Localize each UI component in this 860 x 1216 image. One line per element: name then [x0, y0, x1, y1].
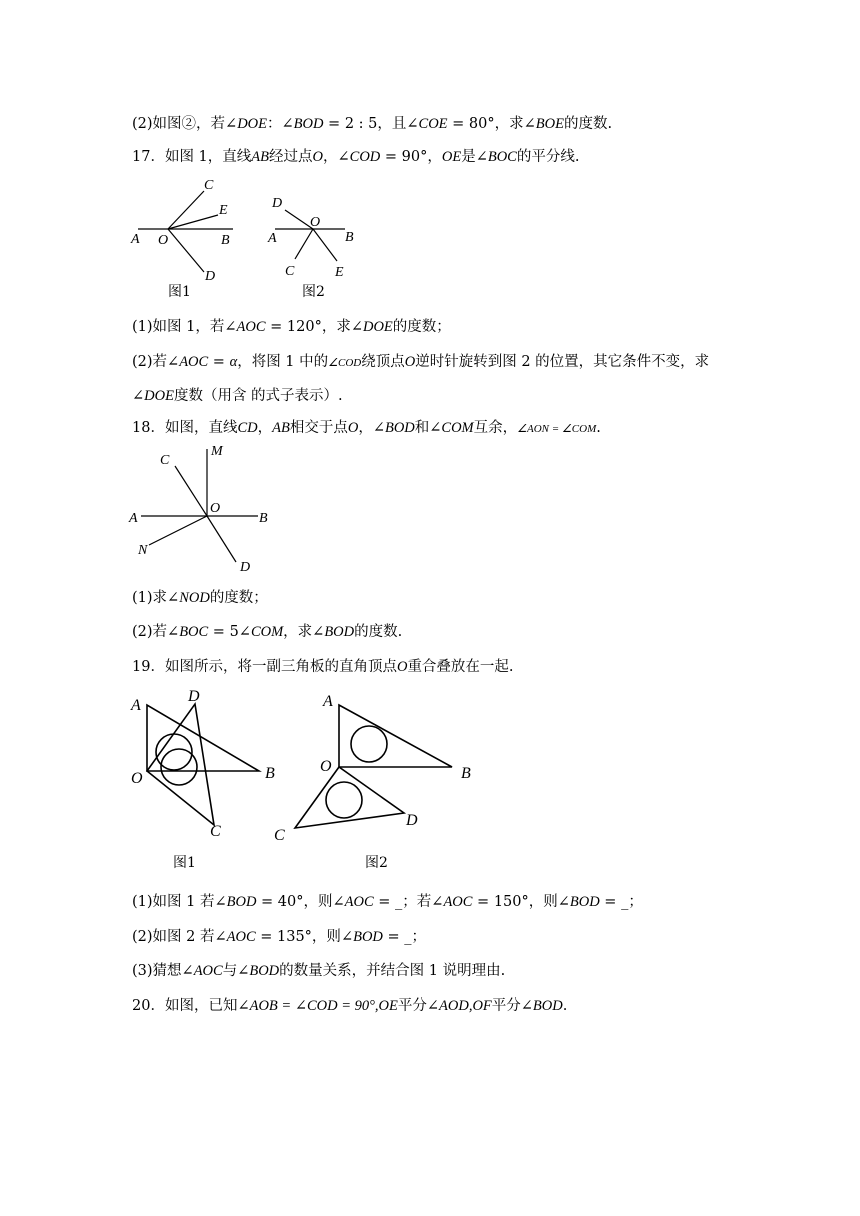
text: 与 — [222, 963, 238, 979]
text: 互余， — [473, 420, 518, 436]
figure-caption: 图2 — [302, 284, 325, 300]
label-c: C — [274, 827, 285, 844]
label-e: E — [219, 203, 228, 218]
text: (2)若 — [132, 354, 168, 370]
math: ∠BOD — [214, 894, 257, 910]
figure-17-2 — [265, 195, 365, 300]
text: (2)如图 2 若 — [132, 929, 215, 945]
label-o: O — [210, 501, 221, 516]
math: ∠BOD — [281, 116, 324, 132]
math: ∠AOD,OF — [426, 998, 492, 1014]
label-a: A — [129, 511, 138, 526]
text: 和 — [414, 420, 430, 436]
label-n: N — [138, 543, 148, 558]
text: ，将图 1 中的 — [237, 354, 329, 370]
math: ∠NOD — [167, 590, 210, 606]
math: ∠AOC — [167, 354, 209, 370]
label-o: O — [131, 770, 143, 787]
text: (1)求 — [132, 590, 168, 606]
text: 经过点 — [269, 149, 313, 165]
label-a: A — [131, 232, 140, 247]
text: 的度数； — [392, 319, 451, 335]
text: 17．如图 1，直线 — [132, 149, 252, 165]
label-d: D — [272, 196, 283, 211]
math: ∠BOD — [520, 998, 563, 1014]
text: 相交于点 — [289, 420, 348, 436]
math: AB — [251, 149, 270, 165]
text: 的数量关系，并结合图 1 说明理由. — [279, 963, 506, 979]
question-19-part-1 — [132, 890, 643, 911]
math: ∠BOC — [475, 149, 517, 165]
math: ∠DOE — [132, 388, 174, 404]
math: CD — [237, 420, 258, 436]
text: 平分 — [491, 998, 521, 1014]
text: = _； — [382, 929, 427, 945]
figure-caption: 图1 — [173, 855, 196, 871]
text: ， — [358, 420, 373, 436]
math: ∠AOC — [224, 319, 266, 335]
math: ∠BOD — [237, 963, 280, 979]
text: 度数（用含 的式子表示）. — [173, 388, 343, 404]
text: = 2 : 5，且 — [323, 116, 407, 132]
math: ∠BOD — [372, 420, 415, 436]
text: = 120°，求 — [265, 319, 351, 335]
text: 重合叠放在一起. — [407, 659, 514, 675]
text: ： — [267, 116, 282, 132]
text: = 90°， — [380, 149, 442, 165]
label-b: B — [259, 511, 268, 526]
text: 的度数. — [563, 116, 613, 132]
question-18-stem — [132, 416, 601, 437]
label-m: M — [211, 444, 223, 459]
label-b: B — [221, 233, 230, 248]
label-b: B — [265, 765, 275, 782]
math: AB — [272, 420, 290, 436]
text: = 5 — [208, 624, 239, 640]
label-d: D — [240, 560, 251, 575]
math: ∠BOE — [523, 116, 564, 132]
label-a: A — [131, 697, 141, 714]
figure-caption: 图2 — [365, 855, 388, 871]
math: O — [396, 659, 408, 675]
text: 19．如图所示，将一副三角板的直角顶点 — [132, 659, 397, 675]
math: O — [404, 354, 416, 370]
math: O — [312, 149, 323, 165]
question-17-part-2 — [132, 350, 709, 371]
figure-19-1 — [128, 685, 288, 875]
question-17-part-2-cont — [132, 384, 343, 405]
label-c: C — [204, 178, 214, 193]
figure-19-2 — [268, 685, 488, 875]
math: ∠AOB = ∠COD = 90°,OE — [237, 998, 398, 1014]
label-b: B — [461, 765, 471, 782]
math: ∠DOE — [350, 319, 393, 335]
label-d: D — [205, 269, 216, 284]
text: = 135°，则 — [255, 929, 341, 945]
text: = _；若 — [373, 894, 432, 910]
label-d: D — [406, 812, 418, 829]
figure-18 — [126, 440, 281, 580]
label-d: D — [188, 688, 200, 705]
text: ， — [257, 420, 273, 436]
math: OE — [441, 149, 462, 165]
math: O — [347, 420, 359, 436]
label-c: C — [285, 264, 295, 279]
math: ∠DOE — [225, 116, 267, 132]
text: . — [596, 420, 601, 436]
math: ∠COM — [238, 624, 284, 640]
label-c: C — [210, 823, 221, 840]
math: ∠AOC — [431, 894, 473, 910]
label-o: O — [310, 215, 321, 230]
text: 逆时针旋转到图 2 的位置，其它条件不变，求 — [415, 354, 710, 370]
label-e: E — [335, 265, 344, 280]
question-20-stem — [132, 994, 567, 1015]
question-19-stem — [132, 655, 514, 676]
text: (2)如图②，若 — [132, 116, 226, 132]
text: 18．如图，直线 — [132, 420, 238, 436]
text: ，求 — [283, 624, 313, 640]
question-18-part-1 — [132, 586, 268, 607]
text: (1)如图 1 若 — [132, 894, 215, 910]
figure-caption: 图1 — [168, 284, 191, 300]
text: = _； — [599, 894, 643, 910]
math: ∠COE — [406, 116, 448, 132]
text: = 150°，则 — [472, 894, 558, 910]
math: ∠COD — [328, 357, 362, 369]
figure-17-1 — [128, 175, 248, 300]
text: 绕顶点 — [361, 354, 405, 370]
text: 平分 — [397, 998, 427, 1014]
math: ∠BOD — [557, 894, 600, 910]
text: = 80°，求 — [447, 116, 524, 132]
label-a: A — [323, 693, 333, 710]
math: ∠COD — [337, 149, 381, 165]
text: 20．如图，已知 — [132, 998, 238, 1014]
question-19-part-2 — [132, 925, 426, 946]
text: 的度数； — [209, 590, 268, 606]
math: ∠BOC — [167, 624, 209, 640]
label-c: C — [160, 453, 170, 468]
text: (1)如图 1，若 — [132, 319, 225, 335]
math: ∠AOC — [181, 963, 223, 979]
text: . — [562, 998, 568, 1014]
question-17-stem — [132, 145, 579, 166]
math: ∠BOD — [340, 929, 383, 945]
math: ∠AOC — [332, 894, 374, 910]
text: = 40°，则 — [256, 894, 333, 910]
question-19-part-3 — [132, 959, 505, 980]
math: ∠BOD — [312, 624, 355, 640]
text: 是 — [461, 149, 476, 165]
math: α — [229, 354, 238, 370]
label-o: O — [320, 758, 332, 775]
label-a: A — [268, 231, 277, 246]
math: ∠AOC — [214, 929, 256, 945]
math: ∠AON = ∠COM — [517, 423, 597, 435]
text: (3)猜想 — [132, 963, 182, 979]
question-17-part-1 — [132, 315, 451, 336]
label-o: O — [158, 233, 169, 248]
text: ， — [323, 149, 338, 165]
text: (2)若 — [132, 624, 168, 640]
text: 的平分线. — [516, 149, 580, 165]
text: 的度数. — [354, 624, 403, 640]
question-16-part-2 — [132, 112, 612, 133]
text: = — [208, 354, 230, 370]
label-b: B — [345, 230, 354, 245]
math: ∠COM — [429, 420, 474, 436]
question-18-part-2 — [132, 620, 402, 641]
